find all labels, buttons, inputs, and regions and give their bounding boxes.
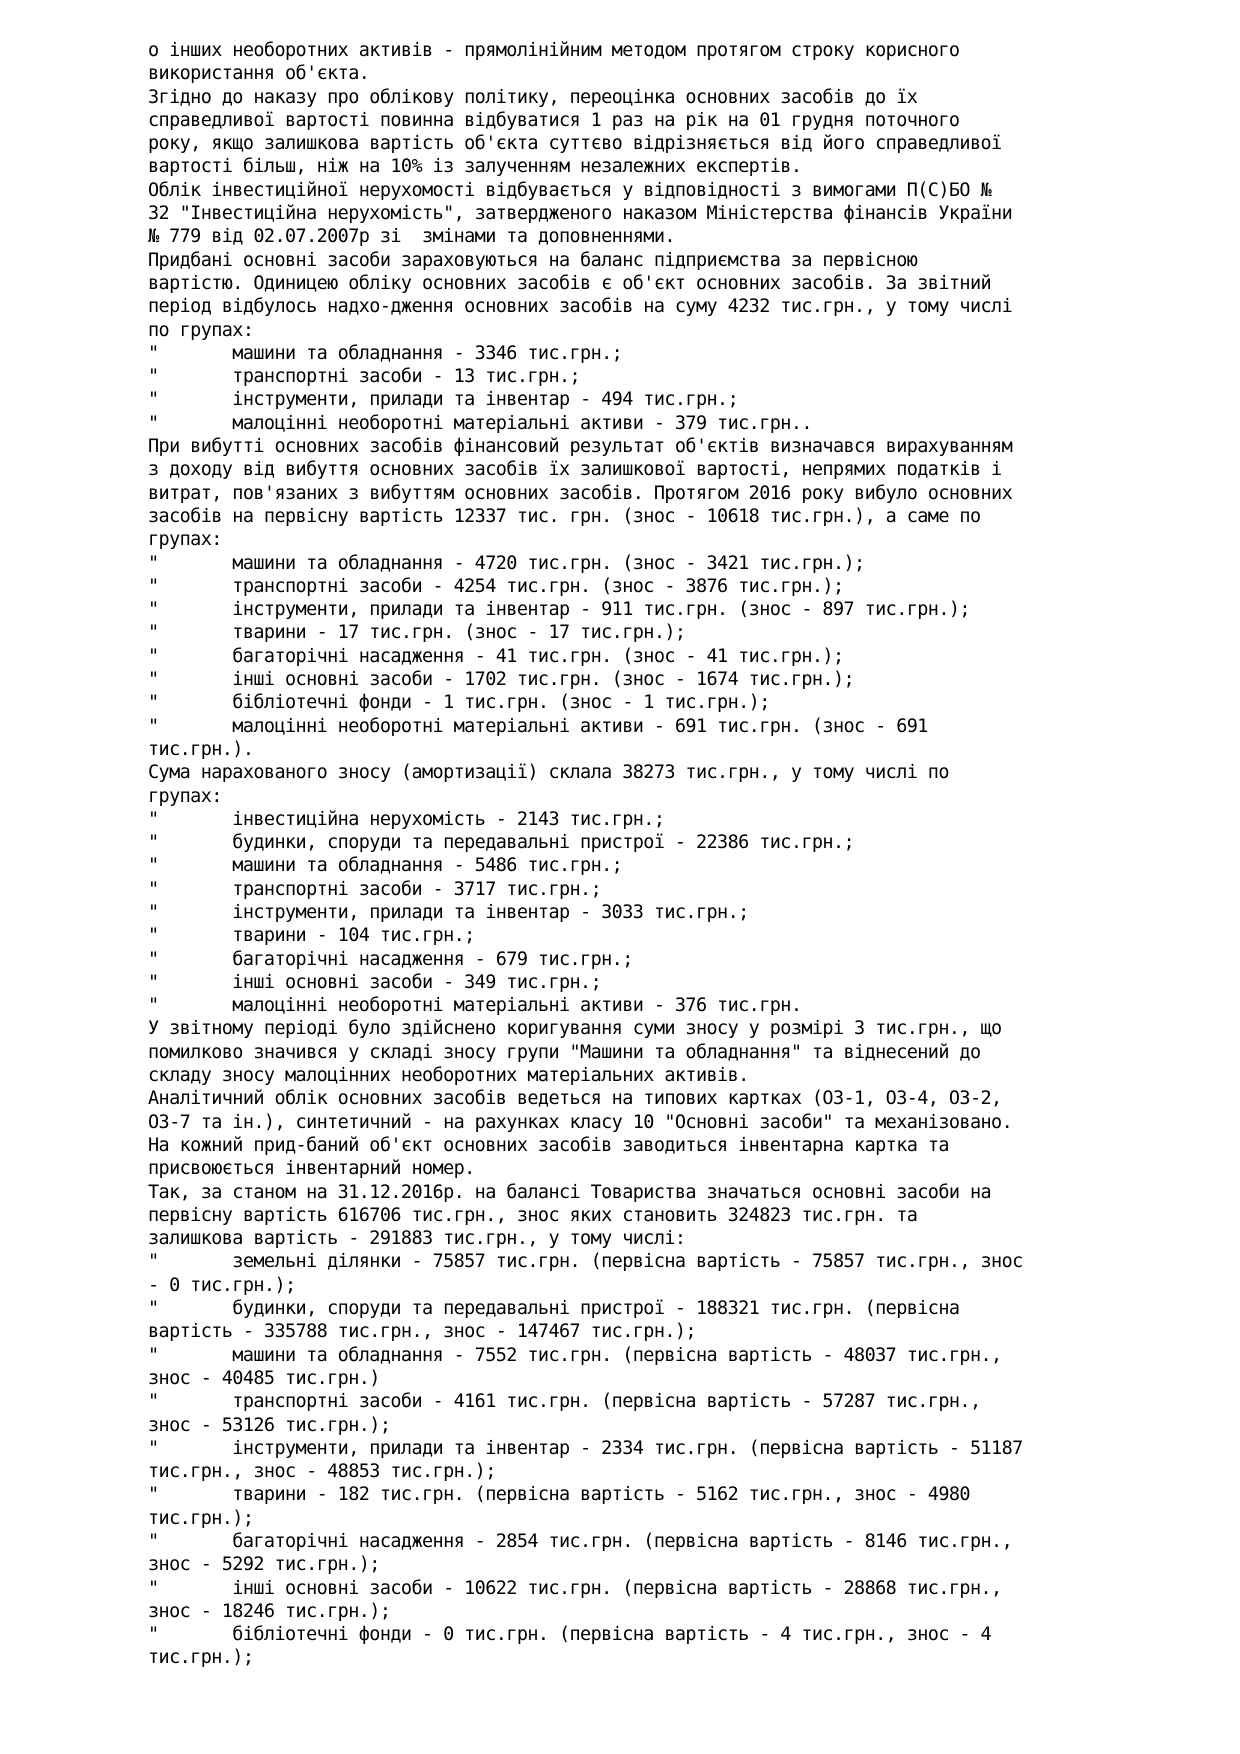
list-item: " багаторічні насадження - 2854 тис.грн. (первісна вартість - 8146 тис.грн., bbox=[148, 1531, 1013, 1552]
text-line: тис.грн.); bbox=[148, 1507, 254, 1529]
text-line: період відбулось надхо-дження основних засобів на суму 4232 тис.грн., у тому числі bbox=[148, 296, 1013, 318]
list-item: " багаторічні насадження - 41 тис.грн. (знос - 41 тис.грн.); bbox=[148, 645, 844, 667]
text-line: Так, за станом на 31.12.2016р. на балансі Товариства значаться основні засоби на bbox=[148, 1181, 992, 1203]
text-line: - 0 тис.грн.); bbox=[148, 1274, 296, 1296]
list-item: " інші основні засоби - 1702 тис.грн. (знос - 1674 тис.грн.); bbox=[148, 669, 855, 691]
text-line: Облік інвестиційної нерухомості відбувається у відповідності з вимогами П(С)БО № bbox=[148, 179, 992, 201]
text-line: о інших необоротних активів - прямолінійним методом протягом строку корисного bbox=[148, 40, 960, 61]
list-item: " тварини - 17 тис.грн. (знос - 17 тис.грн.); bbox=[148, 622, 686, 644]
list-item: " малоцінні необоротні матеріальні активи - 376 тис.грн. bbox=[148, 995, 802, 1017]
text-line: справедливої вартості повинна відбуватися 1 раз на рік на 01 грудня поточного bbox=[148, 109, 960, 131]
list-item: " багаторічні насадження - 679 тис.грн.; bbox=[148, 948, 633, 970]
text-line: по групах: bbox=[148, 319, 254, 341]
list-item: " тварини - 182 тис.грн. (первісна вартість - 5162 тис.грн., знос - 4980 bbox=[148, 1484, 970, 1506]
text-line: вартістю. Одиницею обліку основних засобів є об'єкт основних засобів. За звітний bbox=[148, 272, 992, 294]
text-line: помилково значився у складі зносу групи "Машини та обладнання" та віднесений до bbox=[148, 1041, 981, 1063]
list-item: " транспортні засоби - 3717 тис.грн.; bbox=[148, 878, 602, 900]
text-line: використання об'єкта. bbox=[148, 63, 370, 85]
list-item: " земельні ділянки - 75857 тис.грн. (первісна вартість - 75857 тис.грн., знос bbox=[148, 1251, 1023, 1273]
text-line: первісну вартість 616706 тис.грн., знос яких становить 324823 тис.грн. та bbox=[148, 1204, 918, 1226]
text-line: Згідно до наказу про облікову політику, переоцінка основних засобів до їх bbox=[148, 86, 918, 108]
list-item: " бібліотечні фонди - 0 тис.грн. (первісна вартість - 4 тис.грн., знос - 4 bbox=[148, 1624, 992, 1646]
text-line: складу зносу малоцінних необоротних матеріальних активів. bbox=[148, 1065, 749, 1087]
text-line: знос - 18246 тис.грн.); bbox=[148, 1600, 391, 1622]
text-line: засобів на первісну вартість 12337 тис. грн. (знос - 10618 тис.грн.), а саме по bbox=[148, 505, 981, 527]
text-line: групах: bbox=[148, 785, 222, 807]
text-line: тис.грн.). bbox=[148, 738, 254, 760]
list-item: " транспортні засоби - 4254 тис.грн. (знос - 3876 тис.грн.); bbox=[148, 575, 844, 597]
list-item: " будинки, споруди та передавальні пристрої - 188321 тис.грн. (первісна bbox=[148, 1298, 960, 1320]
text-line: року, якщо залишкова вартість об'єкта суттєво відрізняється від його справедливої bbox=[148, 133, 1002, 155]
list-item: " інші основні засоби - 349 тис.грн.; bbox=[148, 971, 602, 993]
list-item: " малоцінні необоротні матеріальні активи - 379 тис.грн.. bbox=[148, 412, 812, 434]
text-line: тис.грн.); bbox=[148, 1647, 254, 1669]
list-item: " малоцінні необоротні матеріальні активи - 691 тис.грн. (знос - 691 bbox=[148, 715, 928, 737]
text-line: з доходу від вибуття основних засобів їх залишкової вартості, непрямих податків і bbox=[148, 459, 1002, 481]
list-item: " будинки, споруди та передавальні пристрої - 22386 тис.грн.; bbox=[148, 832, 855, 854]
text-line: вартість - 335788 тис.грн., знос - 147467 тис.грн.); bbox=[148, 1321, 696, 1343]
text-line: ОЗ-7 та ін.), синтетичний - на рахунках класу 10 "Основні засоби" та механізовано. bbox=[148, 1111, 1013, 1133]
document-page bbox=[148, 39, 1198, 1670]
text-line: витрат, пов'язаних з вибуттям основних засобів. Протягом 2016 року вибуло основних bbox=[148, 482, 1013, 504]
text-line: Придбані основні засоби зараховуються на баланс підприємства за первісною bbox=[148, 249, 918, 271]
list-item: " машини та обладнання - 3346 тис.грн.; bbox=[148, 342, 623, 364]
list-item: " машини та обладнання - 7552 тис.грн. (первісна вартість - 48037 тис.грн., bbox=[148, 1344, 1002, 1366]
text-line: присвоюється інвентарний номер. bbox=[148, 1158, 475, 1180]
text-line: При вибутті основних засобів фінансовий результат об'єктів визначався вирахуванням bbox=[148, 436, 1013, 458]
text-line: Сума нарахованого зносу (амортизації) склала 38273 тис.грн., у тому числі по bbox=[148, 762, 949, 784]
list-item: " інструменти, прилади та інвентар - 2334 тис.грн. (первісна вартість - 51187 bbox=[148, 1437, 1023, 1459]
list-item: " інвестиційна нерухомість - 2143 тис.грн.; bbox=[148, 808, 665, 830]
text-line: № 779 від 02.07.2007р зі змінами та доповненнями. bbox=[148, 226, 675, 248]
text-line: знос - 53126 тис.грн.); bbox=[148, 1414, 391, 1436]
list-item: " інструменти, прилади та інвентар - 911 тис.грн. (знос - 897 тис.грн.); bbox=[148, 599, 970, 621]
list-item: " транспортні засоби - 13 тис.грн.; bbox=[148, 366, 581, 388]
text-line: знос - 5292 тис.грн.); bbox=[148, 1554, 380, 1576]
list-item: " інші основні засоби - 10622 тис.грн. (первісна вартість - 28868 тис.грн., bbox=[148, 1577, 1002, 1599]
list-item: " транспортні засоби - 4161 тис.грн. (первісна вартість - 57287 тис.грн., bbox=[148, 1391, 981, 1413]
list-item: " машини та обладнання - 4720 тис.грн. (знос - 3421 тис.грн.); bbox=[148, 552, 865, 574]
list-item: " інструменти, прилади та інвентар - 3033 тис.грн.; bbox=[148, 901, 749, 923]
text-line: 32 "Інвестиційна нерухомість", затвердженого наказом Міністерства фінансів України bbox=[148, 203, 1013, 225]
text-line: тис.грн., знос - 48853 тис.грн.); bbox=[148, 1461, 496, 1483]
text-line: Аналітичний облік основних засобів ведеться на типових картках (ОЗ-1, ОЗ-4, ОЗ-2, bbox=[148, 1088, 1002, 1110]
text-line: вартості більш, ніж на 10% із залученням незалежних експертів. bbox=[148, 156, 802, 178]
text-line: У звітному періоді було здійснено коригування суми зносу у розмірі 3 тис.грн., що bbox=[148, 1018, 1002, 1040]
text-line: залишкова вартість - 291883 тис.грн., у тому числі: bbox=[148, 1228, 686, 1250]
list-item: " машини та обладнання - 5486 тис.грн.; bbox=[148, 855, 623, 877]
list-item: " інструменти, прилади та інвентар - 494 тис.грн.; bbox=[148, 389, 739, 411]
list-item: " тварини - 104 тис.грн.; bbox=[148, 925, 475, 947]
text-line: групах: bbox=[148, 529, 222, 551]
text-line: На кожний прид-баний об'єкт основних засобів заводиться інвентарна картка та bbox=[148, 1134, 949, 1156]
text-line: знос - 40485 тис.грн.) bbox=[148, 1367, 380, 1389]
list-item: " бібліотечні фонди - 1 тис.грн. (знос - 1 тис.грн.); bbox=[148, 692, 770, 714]
